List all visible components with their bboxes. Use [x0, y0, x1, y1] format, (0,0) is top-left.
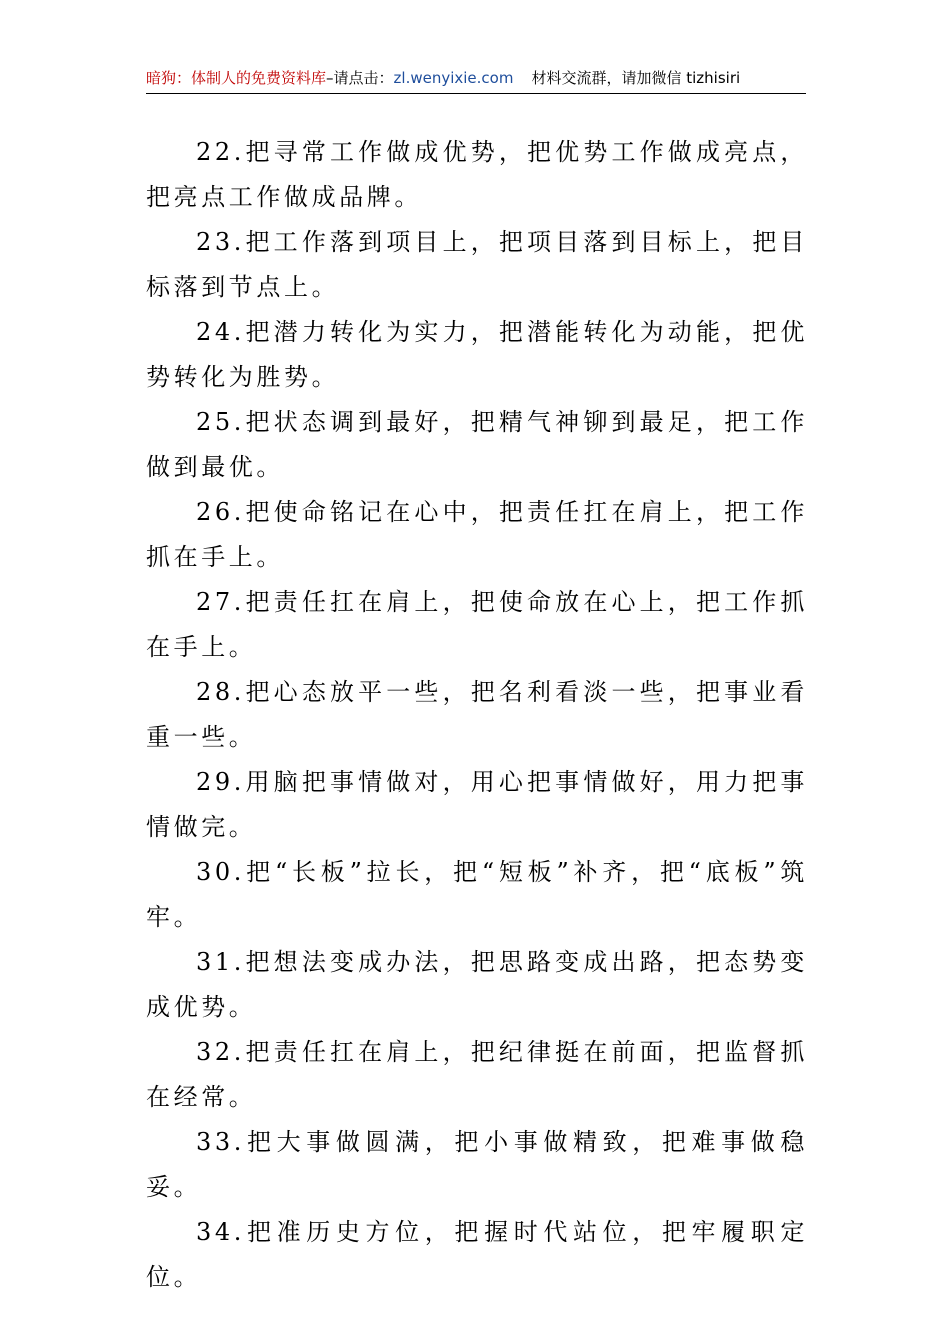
list-item-28: 28.把心态放平一些，把名利看淡一些，把事业看重一些。: [146, 678, 808, 751]
list-item-34: 34.把准历史方位，把握时代站位，把牢履职定位。: [146, 1218, 808, 1291]
list-item-33: 33.把大事做圆满，把小事做精致，把难事做稳妥。: [146, 1128, 808, 1201]
list-item-25: 25.把状态调到最好，把精气神铆到最足，把工作做到最优。: [146, 408, 808, 481]
header-group-text: 材料交流群，请加微信 tizhisiri: [531, 69, 741, 87]
list-item-23: 23.把工作落到项目上，把项目落到目标上，把目标落到节点上。: [146, 228, 808, 301]
list-item-32: 32.把责任扛在肩上，把纪律挺在前面，把监督抓在经常。: [146, 1038, 808, 1111]
list-item-22: 22.把寻常工作做成优势，把优势工作做成亮点，把亮点工作做成品牌。: [146, 138, 808, 211]
list-item-30: 30.把“长板”拉长，把“短板”补齐，把“底板”筑牢。: [146, 858, 808, 931]
list-item-29: 29.用脑把事情做对，用心把事情做好，用力把事情做完。: [146, 768, 808, 841]
list-item-24: 24.把潜力转化为实力，把潜能转化为动能，把优势转化为胜势。: [146, 318, 808, 391]
list-item-26: 26.把使命铭记在心中，把责任扛在肩上，把工作抓在手上。: [146, 498, 808, 571]
document-body: [146, 130, 808, 1300]
header-click-prefix: –请点击：: [326, 69, 394, 87]
list-item-31: 31.把想法变成办法，把思路变成出路，把态势变成优势。: [146, 948, 808, 1021]
page-header: [146, 66, 806, 94]
list-item-27: 27.把责任扛在肩上，把使命放在心上，把工作抓在手上。: [146, 588, 808, 661]
header-link[interactable]: zl.wenyixie.com: [393, 69, 514, 87]
header-brand: 暗狗：体制人的免费资料库: [146, 69, 327, 87]
